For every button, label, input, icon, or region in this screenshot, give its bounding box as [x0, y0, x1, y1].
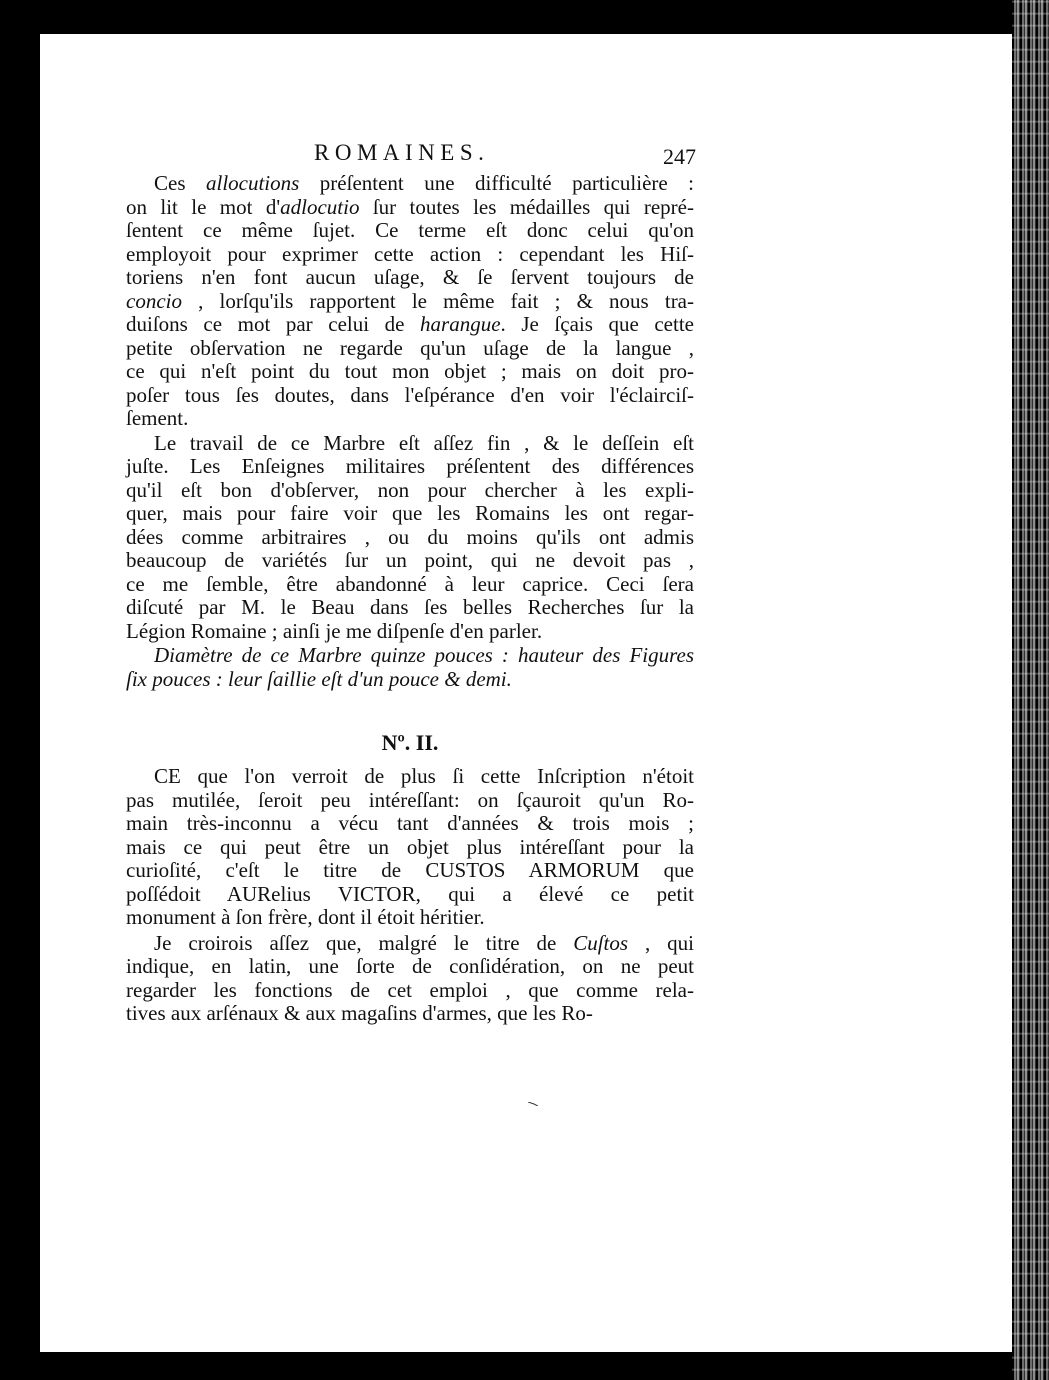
text-run: main très-inconnu a vécu tant d'années & trois mois ; [126, 811, 694, 835]
text-line [126, 883, 694, 907]
section-heading: Nº. II. [381, 730, 439, 755]
text-line [126, 526, 694, 550]
text-line [126, 620, 694, 644]
text-line [126, 1002, 694, 1026]
text-run: , qui [628, 930, 694, 955]
text-line [126, 407, 694, 431]
text-line [126, 812, 694, 836]
text-run: ce qui n'eſt point du tout mon objet ; mais on doit pro- [126, 359, 694, 383]
text-run: ſentent ce même ſujet. Ce terme eſt donc celui qu'on [126, 218, 694, 242]
text-run: regarder les fonctions de cet emploi , que comme rela- [126, 977, 694, 1002]
text-run: poſſédoit AURelius VICTOR, qui a élevé ce petit [126, 881, 694, 906]
text-run: ce me ſemble, être abandonné à leur caprice. Ceci ſera [126, 571, 694, 596]
text-line [126, 765, 694, 789]
text-run: qu'il eſt bon d'obſerver, non pour chercher à les expli- [126, 477, 694, 502]
text-line [126, 859, 694, 883]
text-line [126, 243, 694, 267]
text-run: Je croirois aſſez que, malgré le titre de [154, 930, 574, 955]
text-run: petite obſervation ne regarde qu'un uſage de la langue , [126, 335, 694, 360]
italic-text: harangue [420, 312, 501, 336]
book-edge [1012, 0, 1049, 1380]
paragraph-1 [126, 172, 694, 431]
text-line [126, 549, 694, 573]
text-line [126, 502, 694, 526]
text-run: juſte. Les Enſeignes militaires préſentent des différences [126, 454, 694, 478]
body-text-2 [126, 765, 694, 1026]
text-line [126, 836, 694, 860]
text-run: dées comme arbitraires , ou du moins qu'ils ont admis [126, 524, 694, 549]
text-line [126, 313, 694, 337]
text-run: employoit pour exprimer cette action : cependant les Hiſ- [126, 241, 694, 266]
text-run: ſix pouces : leur ſaillie eſt d'un pouce & demi. [126, 666, 512, 691]
text-run: monument à ſon frère, dont il étoit héritier. [126, 905, 485, 929]
paragraph-4 [126, 932, 694, 1026]
paragraph-2 [126, 432, 694, 644]
text-line [126, 789, 694, 813]
text-run: indique, en latin, une ſorte de conſidération, on ne peut [126, 954, 694, 978]
text-run: poſer tous ſes doutes, dans l'eſpérance d'en voir l'éclairciſ- [126, 382, 694, 407]
body-text [126, 172, 694, 691]
text-run: mais ce qui peut être un objet plus intéreſſant pour la [126, 834, 694, 859]
text-run: CE que l'on verroit de plus ſi cette Inſcription n'étoit [154, 764, 694, 788]
paragraph-3 [126, 765, 694, 930]
running-header [314, 140, 696, 168]
text-line [126, 455, 694, 479]
dimensions-note [126, 644, 694, 691]
text-line [126, 573, 694, 597]
text-line [126, 596, 694, 620]
text-run: ſement. [126, 406, 189, 430]
italic-text: adlocutio [280, 194, 360, 219]
italic-text: concio [126, 288, 182, 313]
text-run: duiſons ce mot par celui de [126, 312, 421, 336]
text-line [126, 266, 694, 290]
text-run: beaucoup de variétés ſur un point, qui ne devoit pas , [126, 548, 694, 572]
ink-mark [528, 1102, 538, 1106]
text-line [126, 172, 694, 196]
text-line [126, 219, 694, 243]
text-run: Le travail de ce Marbre eſt aſſez fin , & le deſſein eſt [154, 430, 694, 455]
text-line [126, 384, 694, 408]
text-line [126, 479, 694, 503]
text-run: Légion Romaine ; ainſi je me diſpenſe d'en parler. [126, 618, 543, 643]
text-run: on lit le mot d' [126, 194, 281, 219]
page-number: 247 [663, 144, 696, 169]
text-run: . Je ſçais que cette [500, 312, 694, 336]
text-line [126, 955, 694, 979]
text-run: Ces [154, 171, 206, 195]
text-line [126, 932, 694, 956]
text-line [126, 668, 694, 692]
text-run: toriens n'en font aucun uſage, & ſe ſervent toujours de [126, 265, 694, 289]
text-run: curioſité, c'eſt le titre de CUSTOS ARMORUM que [126, 858, 694, 882]
text-run: , lorſqu'ils rapportent le même fait ; & nous tra- [181, 288, 694, 313]
text-run: ſur toutes les médailles qui repré- [359, 194, 694, 219]
text-run: diſcuté par M. le Beau dans ſes belles Recherches ſur la [126, 595, 694, 619]
text-line [126, 432, 694, 456]
text-run: Diamètre de ce Marbre quinze pouces : hauteur des Figures [154, 643, 694, 667]
text-line [126, 196, 694, 220]
text-line [126, 979, 694, 1003]
text-line [126, 906, 694, 930]
text-line [126, 337, 694, 361]
text-run: quer, mais pour faire voir que les Romains les ont regar- [126, 501, 694, 525]
text-line [126, 644, 694, 668]
text-run: préſentent une difficulté particulière : [299, 171, 695, 195]
text-line [126, 290, 694, 314]
italic-text: Cuſtos [573, 930, 629, 955]
header-title: ROMAINES. [314, 140, 490, 165]
italic-text: allocutions [205, 171, 300, 195]
text-run: pas mutilée, ſeroit peu intéreſſant: on ſçauroit qu'un Ro- [126, 787, 694, 812]
text-run: tives aux arſénaux & aux magaſins d'armes, que les Ro- [126, 1001, 593, 1025]
text-line [126, 360, 694, 384]
